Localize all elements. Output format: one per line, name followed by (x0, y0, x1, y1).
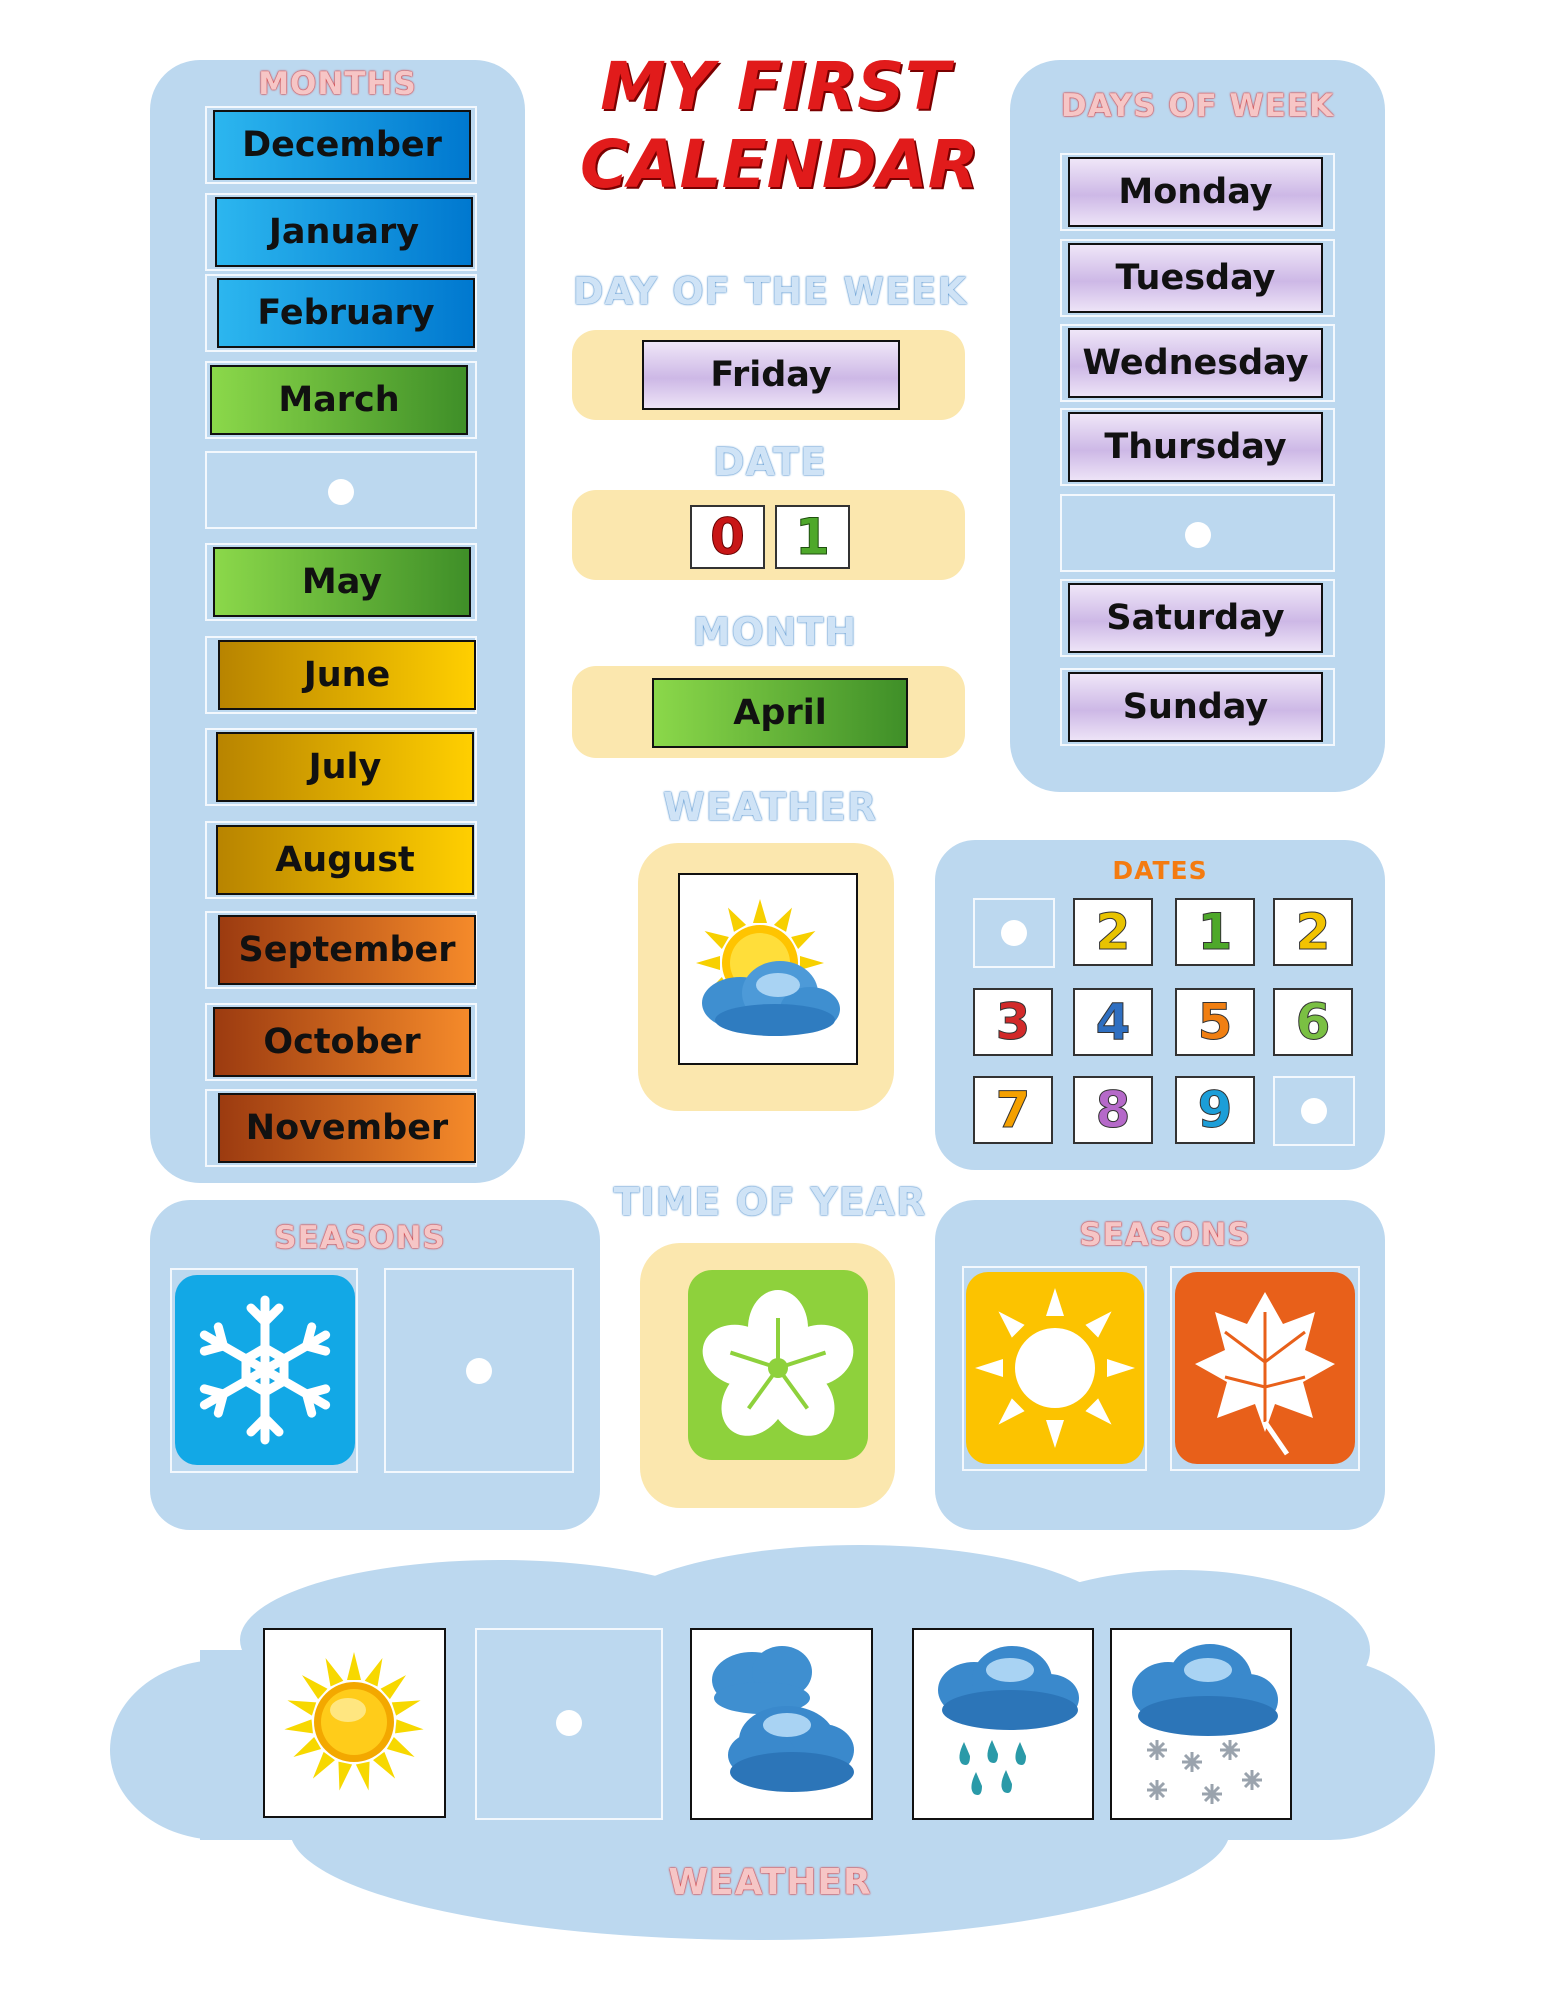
weather-empty-dot (556, 1710, 582, 1736)
month-card[interactable]: May (213, 547, 471, 617)
seasons-right-heading: SEASONS (1079, 1217, 1251, 1253)
day-card[interactable]: Wednesday (1068, 328, 1323, 398)
rain-icon (914, 1630, 1092, 1818)
month-card[interactable]: November (218, 1093, 476, 1163)
months-heading: MONTHS (258, 66, 417, 102)
month-card[interactable]: March (210, 365, 468, 435)
title-line-1: MY FIRST (600, 48, 950, 125)
day-card[interactable]: Tuesday (1068, 243, 1323, 313)
date-number-card[interactable]: 2 (1273, 898, 1353, 966)
season-card-winter[interactable] (175, 1275, 355, 1465)
snow-cloud-icon (1112, 1630, 1290, 1818)
leaf-icon (1175, 1272, 1355, 1464)
empty-slot-dot (466, 1358, 492, 1384)
date-number-card[interactable]: 1 (1175, 898, 1255, 966)
dates-heading: DATES (1112, 856, 1208, 885)
current-season-card[interactable] (688, 1270, 868, 1460)
date-number-card[interactable]: 9 (1175, 1076, 1255, 1144)
date-number-card[interactable]: 3 (973, 988, 1053, 1056)
month-card[interactable]: February (217, 278, 475, 348)
empty-date-dot (1001, 920, 1027, 946)
month-card[interactable]: September (218, 915, 476, 985)
sun-icon (966, 1272, 1144, 1464)
seasons-left-heading: SEASONS (274, 1220, 446, 1256)
weather-bottom-heading: WEATHER (668, 1862, 872, 1903)
date-number-card[interactable]: 2 (1073, 898, 1153, 966)
month-heading: MONTH (692, 610, 858, 654)
day-card[interactable]: Monday (1068, 157, 1323, 227)
date-number-card[interactable]: 5 (1175, 988, 1255, 1056)
weather-card-snow[interactable] (1110, 1628, 1292, 1820)
title-line-2: CALENDAR (580, 126, 979, 203)
month-card[interactable]: August (216, 825, 474, 895)
month-card[interactable]: June (218, 640, 476, 710)
flower-icon (688, 1270, 868, 1460)
sunny-icon (265, 1630, 444, 1816)
season-card-summer[interactable] (966, 1272, 1144, 1464)
date-number-card[interactable]: 4 (1073, 988, 1153, 1056)
empty-month-dot (328, 479, 354, 505)
current-month-card[interactable]: April (652, 678, 908, 748)
date-heading: DATE (713, 440, 827, 484)
day-card[interactable]: Thursday (1068, 412, 1323, 482)
page-title (580, 48, 979, 204)
date-number-card[interactable]: 8 (1073, 1076, 1153, 1144)
weather-card-cloudy[interactable] (690, 1628, 873, 1820)
date-number-card[interactable]: 6 (1273, 988, 1353, 1056)
clouds-icon (692, 1630, 871, 1818)
month-card[interactable]: July (216, 732, 474, 802)
season-card-autumn[interactable] (1175, 1272, 1355, 1464)
weather-heading: WEATHER (662, 785, 878, 829)
date-digit-tens[interactable]: 0 (690, 505, 765, 569)
month-card[interactable]: December (213, 110, 471, 180)
date-number-card[interactable]: 7 (973, 1076, 1053, 1144)
weather-card-sunny[interactable] (263, 1628, 446, 1818)
month-card[interactable]: October (213, 1007, 471, 1077)
days-heading: DAYS OF WEEK (1060, 88, 1335, 124)
time-of-year-heading: TIME OF YEAR (613, 1180, 927, 1224)
month-card[interactable]: January (215, 197, 473, 267)
day-card[interactable]: Sunday (1068, 672, 1323, 742)
weather-card-rain[interactable] (912, 1628, 1094, 1820)
date-digit-ones[interactable]: 1 (775, 505, 850, 569)
current-weather-card[interactable] (678, 873, 858, 1065)
sun-behind-cloud-icon (680, 875, 856, 1063)
current-day-card[interactable]: Friday (642, 340, 900, 410)
empty-date-dot (1301, 1098, 1327, 1124)
day-card[interactable]: Saturday (1068, 583, 1323, 653)
day-of-week-heading: DAY OF THE WEEK (572, 270, 968, 313)
snowflake-icon (175, 1275, 355, 1465)
empty-day-dot (1185, 522, 1211, 548)
date-holder (572, 490, 965, 580)
